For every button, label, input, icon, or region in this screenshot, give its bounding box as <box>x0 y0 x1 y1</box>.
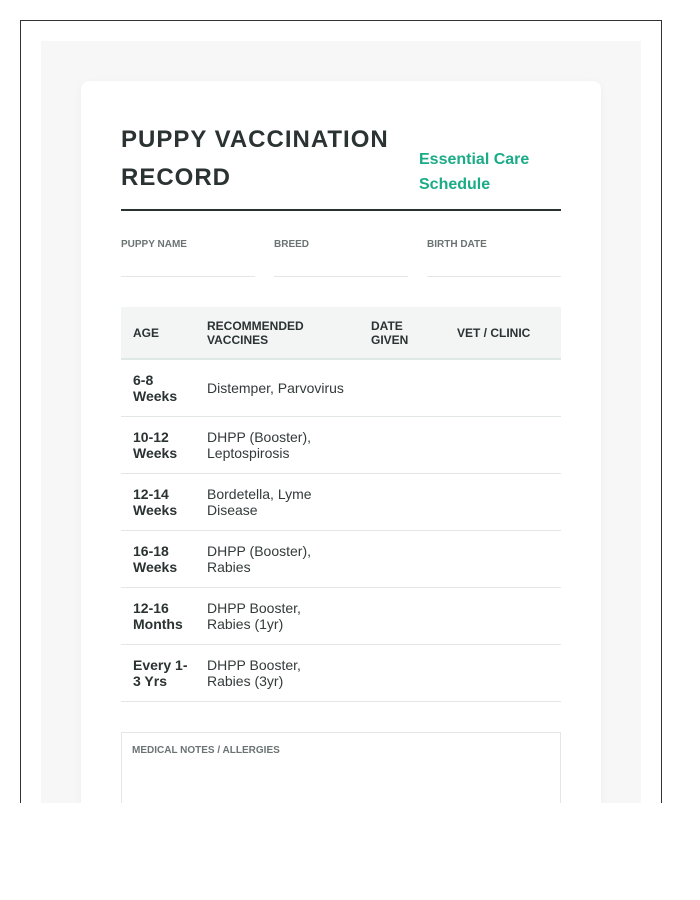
date-given-cell[interactable] <box>359 588 445 645</box>
vet-clinic-cell[interactable] <box>445 645 561 702</box>
date-given-cell[interactable] <box>359 474 445 531</box>
medical-notes-box <box>121 732 561 803</box>
table-row <box>121 531 561 588</box>
vaccines-cell: DHPP (Booster), Leptospirosis <box>207 417 359 474</box>
column-header-age: AGE <box>121 307 207 359</box>
column-header-vet-clinic: VET / CLINIC <box>445 307 561 359</box>
vaccines-cell: DHPP (Booster), Rabies <box>207 531 359 588</box>
date-given-cell[interactable] <box>359 645 445 702</box>
card-content <box>121 121 561 803</box>
vaccines-cell: Bordetella, Lyme Disease <box>207 474 359 531</box>
table-row <box>121 417 561 474</box>
puppy-name-label: PUPPY NAME <box>121 239 187 250</box>
date-given-cell[interactable] <box>359 531 445 588</box>
record-header <box>121 121 561 211</box>
table-row <box>121 474 561 531</box>
vet-clinic-cell[interactable] <box>445 474 561 531</box>
breed-field-group <box>274 239 408 277</box>
puppy-name-field-group <box>121 239 255 277</box>
column-header-date-given: DATE GIVEN <box>359 307 445 359</box>
table-row <box>121 588 561 645</box>
vaccines-cell: DHPP Booster, Rabies (3yr) <box>207 645 359 702</box>
age-cell: Every 1-3 Yrs <box>121 645 207 702</box>
table-header <box>121 307 561 359</box>
medical-notes-input[interactable] <box>132 756 554 803</box>
puppy-info-fields <box>121 239 561 277</box>
breed-label: BREED <box>274 239 310 250</box>
date-given-cell[interactable] <box>359 359 445 417</box>
vaccines-cell: DHPP Booster, Rabies (1yr) <box>207 588 359 645</box>
age-cell: 16-18 Weeks <box>121 531 207 588</box>
medical-notes-label: MEDICAL NOTES / ALLERGIES <box>132 745 280 756</box>
document-viewport <box>20 20 662 803</box>
date-given-cell[interactable] <box>359 417 445 474</box>
column-header-vaccines: RECOMMENDED VACCINES <box>207 307 359 359</box>
age-cell: 10-12 Weeks <box>121 417 207 474</box>
table-row <box>121 359 561 417</box>
vaccines-cell: Distemper, Parvovirus <box>207 359 359 417</box>
vet-clinic-cell[interactable] <box>445 531 561 588</box>
page-subtitle: Essential Care Schedule <box>419 151 530 193</box>
birth-date-field-group <box>427 239 561 277</box>
table-body <box>121 359 561 702</box>
vet-clinic-cell[interactable] <box>445 417 561 474</box>
table-row <box>121 645 561 702</box>
age-cell: 12-14 Weeks <box>121 474 207 531</box>
page-title: PUPPY VACCINATION RECORD <box>121 126 389 191</box>
birth-date-label: BIRTH DATE <box>427 239 487 250</box>
page-background <box>41 41 641 803</box>
table-header-row <box>121 307 561 359</box>
vaccination-schedule-table <box>121 307 561 702</box>
vet-clinic-cell[interactable] <box>445 359 561 417</box>
age-cell: 12-16 Months <box>121 588 207 645</box>
vet-clinic-cell[interactable] <box>445 588 561 645</box>
age-cell: 6-8 Weeks <box>121 359 207 417</box>
vaccination-record-card <box>81 81 601 803</box>
